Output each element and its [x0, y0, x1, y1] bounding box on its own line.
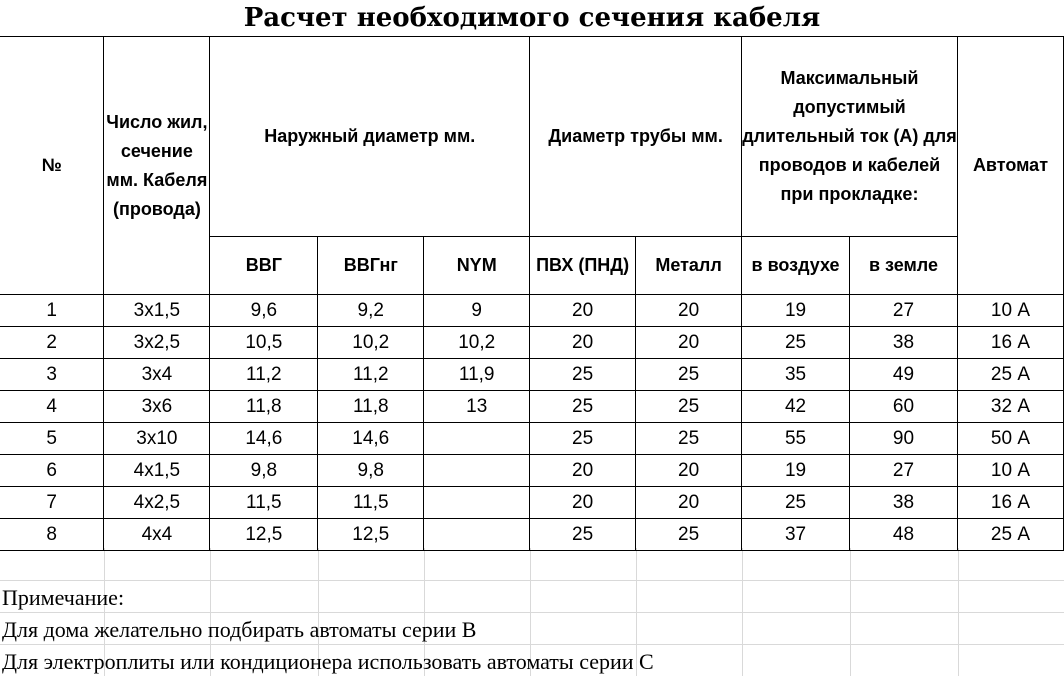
cell-breaker[interactable]: 25 А: [957, 519, 1063, 551]
cell-number[interactable]: 8: [0, 519, 104, 551]
cell-cores[interactable]: 3х10: [104, 423, 210, 455]
cell-metal[interactable]: 25: [636, 391, 742, 423]
cell-vvgng[interactable]: 11,2: [318, 359, 424, 391]
note-line-1: Для дома желательно подбирать автоматы серии В: [2, 617, 477, 642]
table-row: [0, 487, 1064, 519]
table-row: [0, 327, 1064, 359]
cell-cores[interactable]: 3х2,5: [104, 327, 210, 359]
cell-air[interactable]: 37: [742, 519, 850, 551]
header-breaker: Автомат: [957, 37, 1063, 295]
cell-cores[interactable]: 4х2,5: [104, 487, 210, 519]
cell-pvc[interactable]: 20: [530, 327, 636, 359]
cell-vvgng[interactable]: 12,5: [318, 519, 424, 551]
cell-vvg[interactable]: 11,5: [210, 487, 318, 519]
table-row: [0, 359, 1064, 391]
sheet-title: Расчет необходимого сечения кабеля: [243, 3, 821, 33]
cell-number[interactable]: 5: [0, 423, 104, 455]
gridline: [0, 580, 1064, 581]
cell-number[interactable]: 2: [0, 327, 104, 359]
cell-metal[interactable]: 20: [636, 455, 742, 487]
cell-breaker[interactable]: 25 А: [957, 359, 1063, 391]
table-body: [0, 295, 1064, 551]
cell-pvc[interactable]: 25: [530, 519, 636, 551]
cell-vvg[interactable]: 12,5: [210, 519, 318, 551]
cell-nym[interactable]: 11,9: [424, 359, 530, 391]
cell-ground[interactable]: 60: [850, 391, 958, 423]
cell-vvg[interactable]: 10,5: [210, 327, 318, 359]
cell-breaker[interactable]: 16 А: [957, 327, 1063, 359]
cell-breaker[interactable]: 32 А: [957, 391, 1063, 423]
cable-table: [0, 36, 1064, 551]
cell-vvgng[interactable]: 9,2: [318, 295, 424, 327]
cell-vvg[interactable]: 9,6: [210, 295, 318, 327]
cell-ground[interactable]: 48: [850, 519, 958, 551]
cell-air[interactable]: 19: [742, 295, 850, 327]
cell-vvgng[interactable]: 9,8: [318, 455, 424, 487]
header-pipe-diameter: Диаметр трубы мм.: [530, 37, 742, 237]
cell-number[interactable]: 3: [0, 359, 104, 391]
cell-cores[interactable]: 4х1,5: [104, 455, 210, 487]
cell-ground[interactable]: 38: [850, 327, 958, 359]
cell-number[interactable]: 1: [0, 295, 104, 327]
note-line-2: Для электроплиты или кондиционера использовать автоматы серии С: [2, 649, 654, 674]
cell-vvg[interactable]: 9,8: [210, 455, 318, 487]
cell-metal[interactable]: 25: [636, 423, 742, 455]
cell-metal[interactable]: 20: [636, 327, 742, 359]
cell-breaker[interactable]: 50 А: [957, 423, 1063, 455]
cell-pvc[interactable]: 20: [530, 295, 636, 327]
cell-ground[interactable]: 27: [850, 295, 958, 327]
cell-air[interactable]: 25: [742, 487, 850, 519]
cell-vvgng[interactable]: 11,8: [318, 391, 424, 423]
table-row: [0, 519, 1064, 551]
cell-pvc[interactable]: 25: [530, 359, 636, 391]
cell-ground[interactable]: 38: [850, 487, 958, 519]
cell-ground[interactable]: 27: [850, 455, 958, 487]
cell-breaker[interactable]: 10 А: [957, 455, 1063, 487]
cell-nym[interactable]: 10,2: [424, 327, 530, 359]
cell-pvc[interactable]: 20: [530, 487, 636, 519]
cell-number[interactable]: 4: [0, 391, 104, 423]
header-vvg: ВВГ: [210, 237, 318, 295]
cell-air[interactable]: 35: [742, 359, 850, 391]
cell-nym[interactable]: [424, 519, 530, 551]
table-row: [0, 391, 1064, 423]
cell-vvg[interactable]: 11,8: [210, 391, 318, 423]
cell-metal[interactable]: 20: [636, 295, 742, 327]
cell-cores[interactable]: 4х4: [104, 519, 210, 551]
cell-cores[interactable]: 3х4: [104, 359, 210, 391]
header-pvc: ПВХ (ПНД): [530, 237, 636, 295]
cell-cores[interactable]: 3х6: [104, 391, 210, 423]
cell-air[interactable]: 19: [742, 455, 850, 487]
cell-ground[interactable]: 90: [850, 423, 958, 455]
cell-nym[interactable]: [424, 455, 530, 487]
header-max-current: Максимальный допустимый длительный ток (А) для проводов и кабелей при прокладке:: [742, 37, 958, 237]
cell-number[interactable]: 6: [0, 455, 104, 487]
table-row: [0, 295, 1064, 327]
table-row: [0, 423, 1064, 455]
gridline: [0, 612, 1064, 613]
cell-metal[interactable]: 20: [636, 487, 742, 519]
cell-vvg[interactable]: 14,6: [210, 423, 318, 455]
header-in-air: в воздухе: [742, 237, 850, 295]
header-outer-diameter: Наружный диаметр мм.: [210, 37, 530, 237]
table-row: [0, 455, 1064, 487]
cell-nym[interactable]: [424, 487, 530, 519]
cell-breaker[interactable]: 10 А: [957, 295, 1063, 327]
cell-vvgng[interactable]: 11,5: [318, 487, 424, 519]
cell-metal[interactable]: 25: [636, 359, 742, 391]
cell-cores[interactable]: 3х1,5: [104, 295, 210, 327]
cell-pvc[interactable]: 20: [530, 455, 636, 487]
cell-metal[interactable]: 25: [636, 519, 742, 551]
cell-vvgng[interactable]: 14,6: [318, 423, 424, 455]
cell-air[interactable]: 55: [742, 423, 850, 455]
gridline: [0, 644, 1064, 645]
cell-air[interactable]: 42: [742, 391, 850, 423]
cell-vvg[interactable]: 11,2: [210, 359, 318, 391]
note-heading: Примечание:: [2, 585, 125, 610]
header-in-ground: в земле: [850, 237, 958, 295]
cell-nym[interactable]: [424, 423, 530, 455]
cell-ground[interactable]: 49: [850, 359, 958, 391]
cell-nym[interactable]: 9: [424, 295, 530, 327]
cell-nym[interactable]: 13: [424, 391, 530, 423]
header-number: №: [0, 37, 104, 295]
header-metal: Металл: [636, 237, 742, 295]
cell-pvc[interactable]: 25: [530, 423, 636, 455]
cell-pvc[interactable]: 25: [530, 391, 636, 423]
cell-air[interactable]: 25: [742, 327, 850, 359]
header-vvgng: ВВГнг: [318, 237, 424, 295]
cell-number[interactable]: 7: [0, 487, 104, 519]
cell-breaker[interactable]: 16 А: [957, 487, 1063, 519]
cell-vvgng[interactable]: 10,2: [318, 327, 424, 359]
header-cores: Число жил, сечение мм. Кабеля (провода): [104, 37, 210, 295]
header-nym: NYM: [424, 237, 530, 295]
